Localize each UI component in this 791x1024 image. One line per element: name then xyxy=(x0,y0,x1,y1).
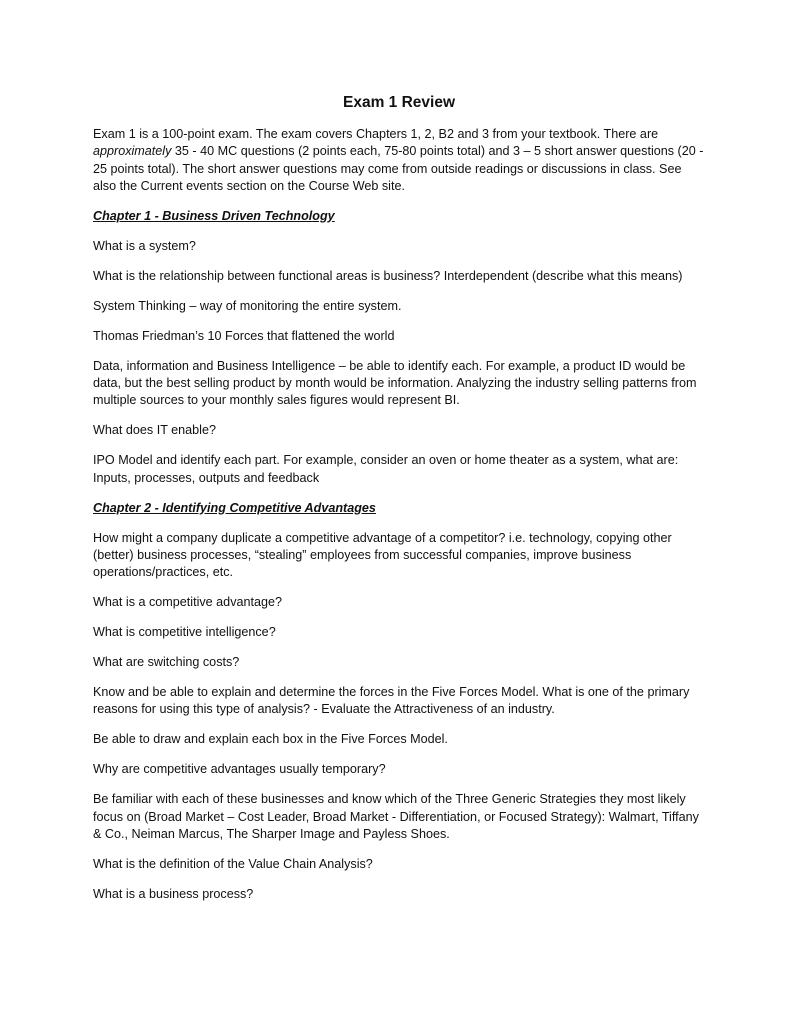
chapter-1-item: IPO Model and identify each part. For example, consider an oven or home theater as a system, what are: Inputs, processes, outputs and feedback xyxy=(93,453,679,485)
intro-emphasis: approximately xyxy=(93,144,172,159)
chapter-2-item: How might a company duplicate a competitive advantage of a competitor? i.e. technology, copying other (better) business processes, “stealing” employees from successful companies, improve business operations/practices, etc. xyxy=(93,530,672,580)
page-title: Exam 1 Review xyxy=(342,94,455,111)
chapter-2-item: What is the definition of the Value Chain Analysis? xyxy=(93,856,373,871)
chapter-1-heading: Chapter 1 - Business Driven Technology xyxy=(93,208,335,223)
chapter-2-item: Know and be able to explain and determine the forces in the Five Forces Model. What is one of the primary reasons for using this type of analysis? - Evaluate the Attractiveness of an industry. xyxy=(93,685,690,717)
chapter-1-item: What is a system? xyxy=(93,238,196,253)
chapter-2-item: Be able to draw and explain each box in the Five Forces Model. xyxy=(93,732,448,747)
document-page xyxy=(93,92,705,916)
intro-text-end: 35 - 40 MC questions (2 points each, 75-80 points total) and 3 – 5 short answer questions (20 - 25 points total). The short answer questions may come from outside readings or discussions in class. See also the Current events section on the Course Web site. xyxy=(93,144,704,193)
chapter-1-item: What is the relationship between functional areas is business? Interdependent (describe what this means) xyxy=(93,268,683,283)
chapter-2-item: Why are competitive advantages usually temporary? xyxy=(93,762,386,777)
intro-paragraph xyxy=(93,126,705,195)
chapter-1-item: Data, information and Business Intelligence – be able to identify each. For example, a product ID would be data, but the best selling product by month would be information. Analyzing the industry selling patterns from multiple sources to your monthly sales figures would represent BI. xyxy=(93,358,697,408)
chapter-1-item: System Thinking – way of monitoring the entire system. xyxy=(93,298,402,313)
chapter-2-item: Be familiar with each of these businesses and know which of the Three Generic Strategies they most likely focus on (Broad Market – Cost Leader, Broad Market - Differentiation, or Focused Strategy): Walmart, Tiffany & Co., Neiman Marcus, The Sharper Image and Payless Shoes. xyxy=(93,792,699,841)
chapter-2-heading: Chapter 2 - Identifying Competitive Advantages xyxy=(93,500,376,515)
chapter-2-item: What is competitive intelligence? xyxy=(93,625,276,640)
chapter-2-item: What is a business process? xyxy=(93,886,254,901)
chapter-2-item: What are switching costs? xyxy=(93,655,240,670)
chapter-2-item: What is a competitive advantage? xyxy=(93,595,283,610)
chapter-1-item: What does IT enable? xyxy=(93,423,216,438)
intro-text-start: Exam 1 is a 100-point exam. The exam covers Chapters 1, 2, B2 and 3 from your textbook. There are xyxy=(93,127,659,141)
chapter-1-item: Thomas Friedman’s 10 Forces that flattened the world xyxy=(93,328,395,343)
